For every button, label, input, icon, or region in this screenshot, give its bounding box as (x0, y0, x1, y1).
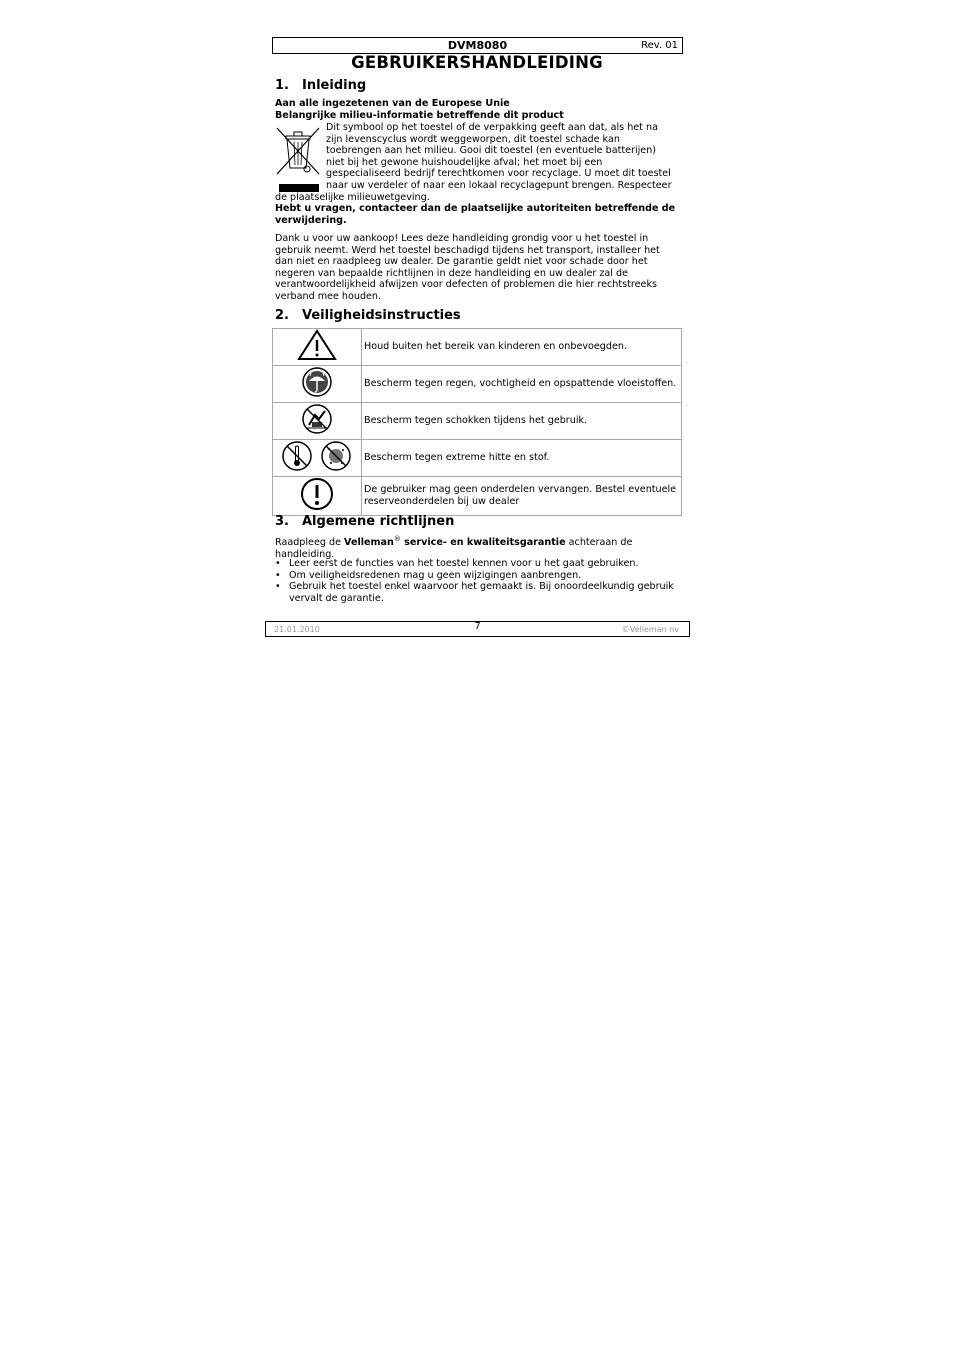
section-1-heading (275, 78, 366, 93)
section-2-heading (275, 308, 461, 323)
instruction-text: Bescherm tegen extreme hitte en stof. (362, 440, 682, 477)
section-number: 1. (275, 78, 289, 93)
guidelines-list (275, 558, 685, 604)
list-item (275, 570, 685, 582)
questions-notice (275, 203, 680, 226)
thanks-line: Dank u voor uw aankoop! Lees deze handleiding grondig voor u het toestel in (275, 233, 649, 244)
intro-text: Raadpleeg de (275, 537, 345, 549)
section-title: Veiligheidsinstructies (302, 308, 461, 323)
intro-text: achteraan de (565, 537, 633, 549)
icon-cell (273, 440, 362, 477)
weee-notice (326, 122, 680, 192)
warranty-reference: service- en kwaliteitsgarantie (400, 537, 566, 549)
warning-triangle-icon (297, 329, 337, 361)
icon-cell (273, 403, 362, 440)
instruction-text: Houd buiten het bereik van kinderen en onbevoegden. (362, 329, 682, 366)
page-header (272, 37, 683, 54)
icon-cell (273, 477, 362, 516)
rain-protection-icon (301, 366, 333, 398)
weee-line: naar uw verdeler of naar een lokaal recyclagepunt brengen. Respecteer (326, 179, 672, 191)
weee-line: zijn levenscyclus wordt weggeworpen, dit toestel schade kan (326, 133, 620, 145)
weee-line: niet bij het gewone huishoudelijke afval; het moet bij een (326, 156, 603, 168)
footer-copyright: ©Velleman nv (621, 625, 679, 634)
environment-info-line: Belangrijke milieu-informatie betreffende dit product (275, 110, 564, 121)
weee-line: toebrengen aan het milieu. Gooi dit toestel (en eventuele batterijen) (326, 145, 657, 157)
model-number: DVM8080 (447, 39, 508, 52)
bullet-icon: • (275, 581, 281, 593)
instruction-text: Bescherm tegen schokken tijdens het gebruik. (362, 403, 682, 440)
weee-notice-end: de plaatselijke milieuwetgeving. (275, 192, 430, 203)
intro-text: handleiding. (275, 548, 335, 560)
instruction-text (362, 477, 682, 516)
weee-line: gespecialiseerd bedrijf terechtkomen voor recyclage. U moet dit toestel (326, 168, 671, 180)
table-row (273, 403, 682, 440)
list-item-text: vervalt de garantie. (289, 592, 384, 604)
section-3-heading (275, 514, 454, 529)
bullet-icon: • (275, 558, 281, 569)
table-row (273, 329, 682, 366)
bullet-icon: • (275, 569, 281, 581)
instruction-line: De gebruiker mag geen onderdelen vervangen. Bestel eventuele (364, 484, 677, 496)
page-footer (265, 621, 690, 637)
eu-residents-line: Aan alle ingezetenen van de Europese Unie (275, 98, 510, 109)
safety-instructions-table (272, 328, 682, 516)
guidelines-intro (275, 534, 680, 560)
thanks-line: verband mee houden. (275, 290, 382, 302)
thanks-line: verantwoordelijkheid afwijzen voor defecten of problemen die hier rechtstreeks (275, 279, 658, 291)
list-item (275, 558, 685, 570)
table-row (273, 366, 682, 403)
questions-line: verwijdering. (275, 214, 347, 226)
registered-mark: ® (393, 535, 401, 543)
page-number: 7 (474, 621, 481, 632)
weee-bin-icon (275, 124, 323, 194)
list-item-text: Gebruik het toestel enkel waarvoor het gemaakt is. Bij onoordeelkundig gebruik (289, 581, 674, 593)
thanks-line: gebruik neemt. Werd het toestel beschadigd tijdens het transport, installeer het (275, 244, 660, 256)
shock-protection-icon (301, 403, 333, 435)
list-item (275, 581, 685, 604)
table-row (273, 477, 682, 516)
heat-dust-protection-icon (281, 440, 353, 472)
instruction-text: Bescherm tegen regen, vochtigheid en opspattende vloeistoffen. (362, 366, 682, 403)
questions-line: Hebt u vragen, contacteer dan de plaatselijke autoriteiten betreffende de (275, 203, 676, 214)
footer-date: 21.01.2010 (274, 625, 320, 634)
brand-name: Velleman (344, 537, 394, 549)
document-title: GEBRUIKERSHANDLEIDING (351, 53, 603, 72)
icon-cell (273, 366, 362, 403)
weee-line: Dit symbool op het toestel of de verpakking geeft aan dat, als het na (326, 122, 658, 133)
icon-cell (273, 329, 362, 366)
section-number: 3. (275, 514, 289, 529)
thanks-line: dan niet en raadpleeg uw dealer. De garantie geldt niet voor schade door het (275, 256, 648, 268)
section-number: 2. (275, 308, 289, 323)
exclamation-circle-icon (300, 477, 334, 511)
table-row (273, 440, 682, 477)
section-title: Inleiding (302, 78, 367, 93)
instruction-line: reserveonderdelen bij uw dealer (364, 496, 520, 507)
thanks-paragraph (275, 233, 680, 303)
revision-label: Rev. 01 (641, 40, 678, 51)
section-title: Algemene richtlijnen (302, 514, 455, 529)
list-item-text: Om veiligheidsredenen mag u geen wijzigingen aanbrengen. (289, 569, 582, 581)
thanks-line: negeren van bepaalde richtlijnen in deze handleiding en uw dealer zal de (275, 267, 628, 279)
list-item-text: Leer eerst de functies van het toestel kennen voor u het gaat gebruiken. (289, 558, 639, 569)
